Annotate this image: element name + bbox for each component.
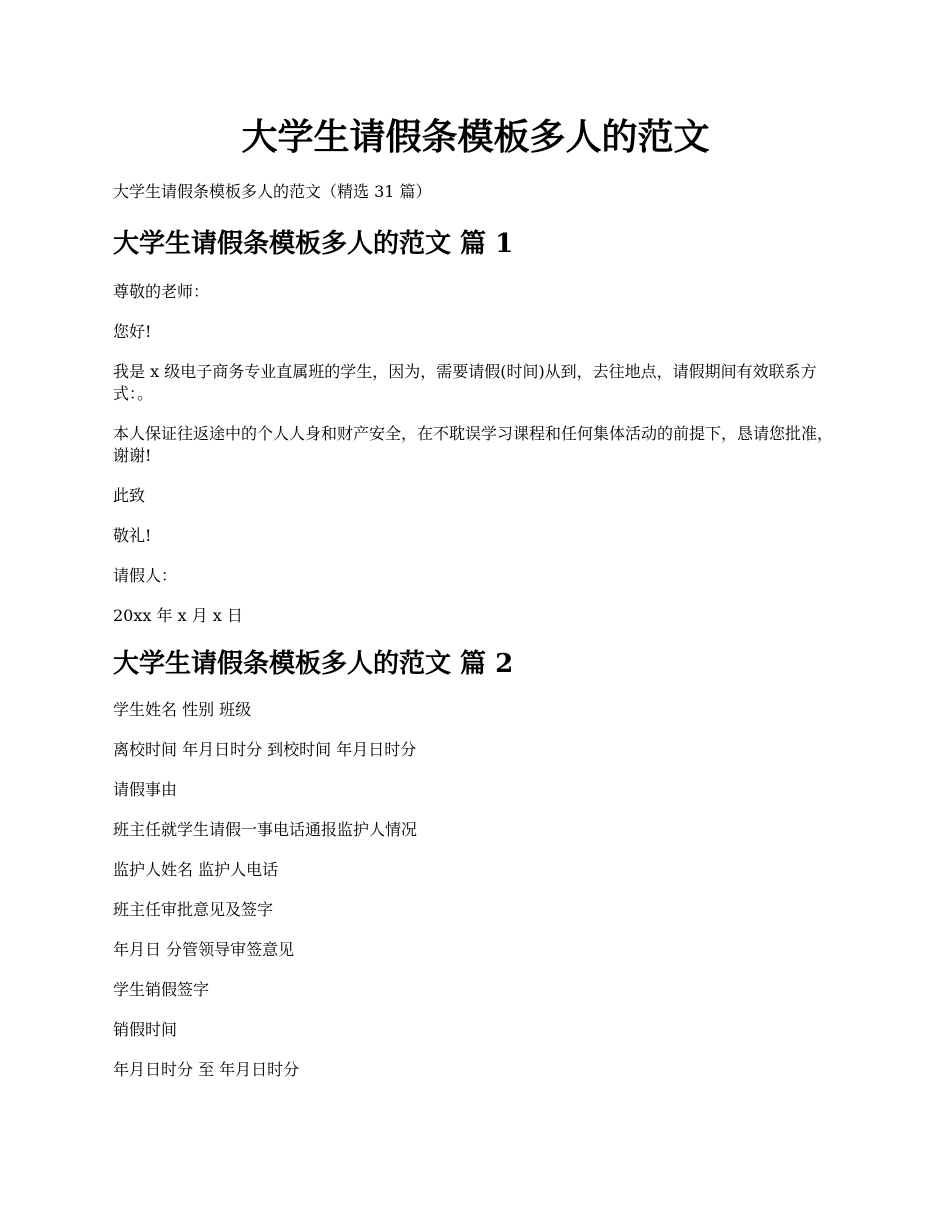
paragraph: 20xx 年 x 月 x 日 [113, 606, 243, 625]
paragraph: 尊敬的老师： [113, 282, 210, 301]
document-subtitle: 大学生请假条模板多人的范文（精选 31 篇） [113, 182, 432, 201]
paragraph: 本人保证往返途中的个人人身和财产安全，在不耽误学习课程和任何集体活动的前提下，恳请您批准，谢谢! [113, 424, 834, 465]
paragraph: 学生销假签字 [113, 980, 210, 999]
paragraph: 监护人姓名 监护人电话 [113, 860, 279, 879]
paragraph: 班主任审批意见及签字 [113, 900, 274, 919]
paragraph: 敬礼! [113, 526, 152, 545]
paragraph: 您好! [113, 322, 152, 341]
paragraph: 我是 x 级电子商务专业直属班的学生，因为，需要请假(时间)从到，去往地点，请假期间有效联系方式：。 [113, 362, 817, 403]
paragraph: 请假事由 [113, 780, 178, 799]
paragraph: 此致 [113, 486, 146, 505]
paragraph: 销假时间 [113, 1020, 178, 1039]
section-heading-1: 大学生请假条模板多人的范文 篇 1 [113, 229, 514, 259]
paragraph: 年月日 分管领导审签意见 [113, 940, 295, 959]
paragraph: 年月日时分 至 年月日时分 [113, 1060, 300, 1079]
section-heading-2: 大学生请假条模板多人的范文 篇 2 [113, 649, 514, 679]
document-title: 大学生请假条模板多人的范文 [241, 116, 710, 158]
section-body-1 [113, 281, 838, 627]
paragraph: 班主任就学生请假一事电话通报监护人情况 [113, 820, 418, 839]
paragraph: 离校时间 年月日时分 到校时间 年月日时分 [113, 740, 417, 759]
paragraph: 学生姓名 性别 班级 [113, 700, 252, 719]
section-body-2 [113, 699, 838, 1081]
paragraph: 请假人： [113, 566, 178, 585]
